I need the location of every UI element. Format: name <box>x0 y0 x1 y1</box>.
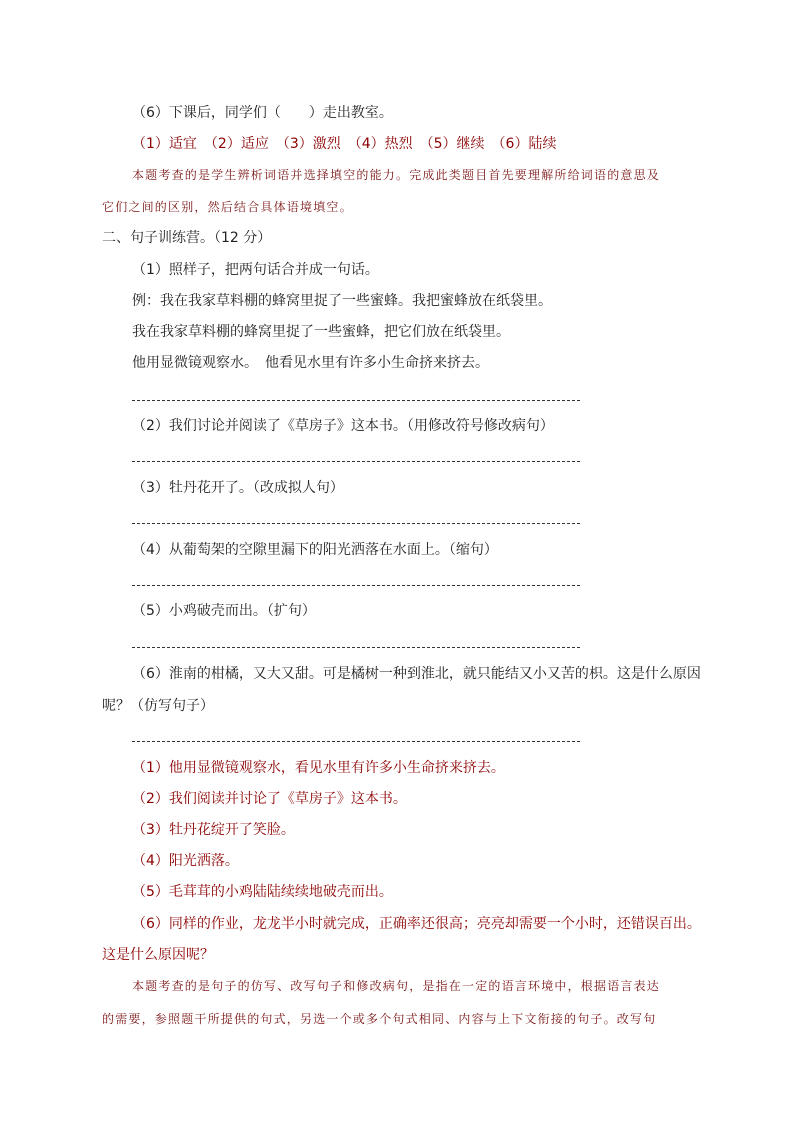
explanation-note-1-line-1: 本题考查的是学生辨析词语并选择填空的能力。完成此类题目首先要理解所给词语的意思及 <box>132 168 661 182</box>
answer-blank-line <box>132 741 580 742</box>
answer-blank-line <box>132 523 580 524</box>
answer-1: （1）他用显微镜观察水，看见水里有许多小生命挤来挤去。 <box>132 760 505 776</box>
example-line-2: 我在我家草料棚的蜂窝里捉了一些蜜蜂，把它们放在纸袋里。 <box>132 324 510 340</box>
question-3: （3）牡丹花开了。（改成拟人句） <box>132 480 344 496</box>
question-6-line-2: 呢？（仿写句子） <box>102 698 214 714</box>
answer-blank-line <box>132 585 580 586</box>
explanation-note-2-line-2: 的需要，参照题干所提供的句式，另选一个或多个句式相同、内容与上下文衔接的句子。改写句 <box>102 1012 657 1026</box>
answer-5: （5）毛茸茸的小鸡陆陆续续地破壳而出。 <box>132 884 393 900</box>
question-6-line-1: （6）淮南的柑橘，又大又甜。可是橘树一种到淮北，就只能结又小又苦的枳。这是什么原因 <box>132 666 701 682</box>
example-line-1: 例：我在我家草料棚的蜂窝里捉了一些蜜蜂。我把蜜蜂放在纸袋里。 <box>132 293 552 309</box>
answer-blank-line <box>132 400 580 401</box>
answer-blank-line <box>132 461 580 462</box>
question-4: （4）从葡萄架的空隙里漏下的阳光洒落在水面上。（缩句） <box>132 542 498 558</box>
answer-blank-line <box>132 647 580 648</box>
word-options-line: （1）适宜 （2）适应 （3）激烈 （4）热烈 （5）继续 （6）陆续 <box>132 136 557 152</box>
question-6-line: （6）下课后，同学们（ ）走出教室。 <box>132 105 393 121</box>
question-5: （5）小鸡破壳而出。（扩句） <box>132 603 316 619</box>
answer-6-line-1: （6）同样的作业，龙龙半小时就完成，正确率还很高；亮亮却需要一个小时，还错误百出。 <box>132 916 701 932</box>
answer-2: （2）我们阅读并讨论了《草房子》这本书。 <box>132 791 407 807</box>
answer-3: （3）牡丹花绽开了笑脸。 <box>132 822 295 838</box>
explanation-note-1-line-2: 它们之间的区别，然后结合具体语境填空。 <box>102 200 353 214</box>
question-1-instruction: （1）照样子，把两句话合并成一句话。 <box>132 262 379 278</box>
question-2: （2）我们讨论并阅读了《草房子》这本书。（用修改符号修改病句） <box>132 418 554 434</box>
explanation-note-2-line-1: 本题考查的是句子的仿写、改写句子和修改病句，是指在一定的语言环境中，根据语言表达 <box>132 979 661 993</box>
section-2-heading: 二、句子训练营。（12 分） <box>102 230 272 246</box>
question-1-prompt: 他用显微镜观察水。 他看见水里有许多小生命挤来挤去。 <box>132 355 489 371</box>
answer-4: （4）阳光洒落。 <box>132 853 239 869</box>
answer-6-line-2: 这是什么原因呢？ <box>102 947 214 963</box>
